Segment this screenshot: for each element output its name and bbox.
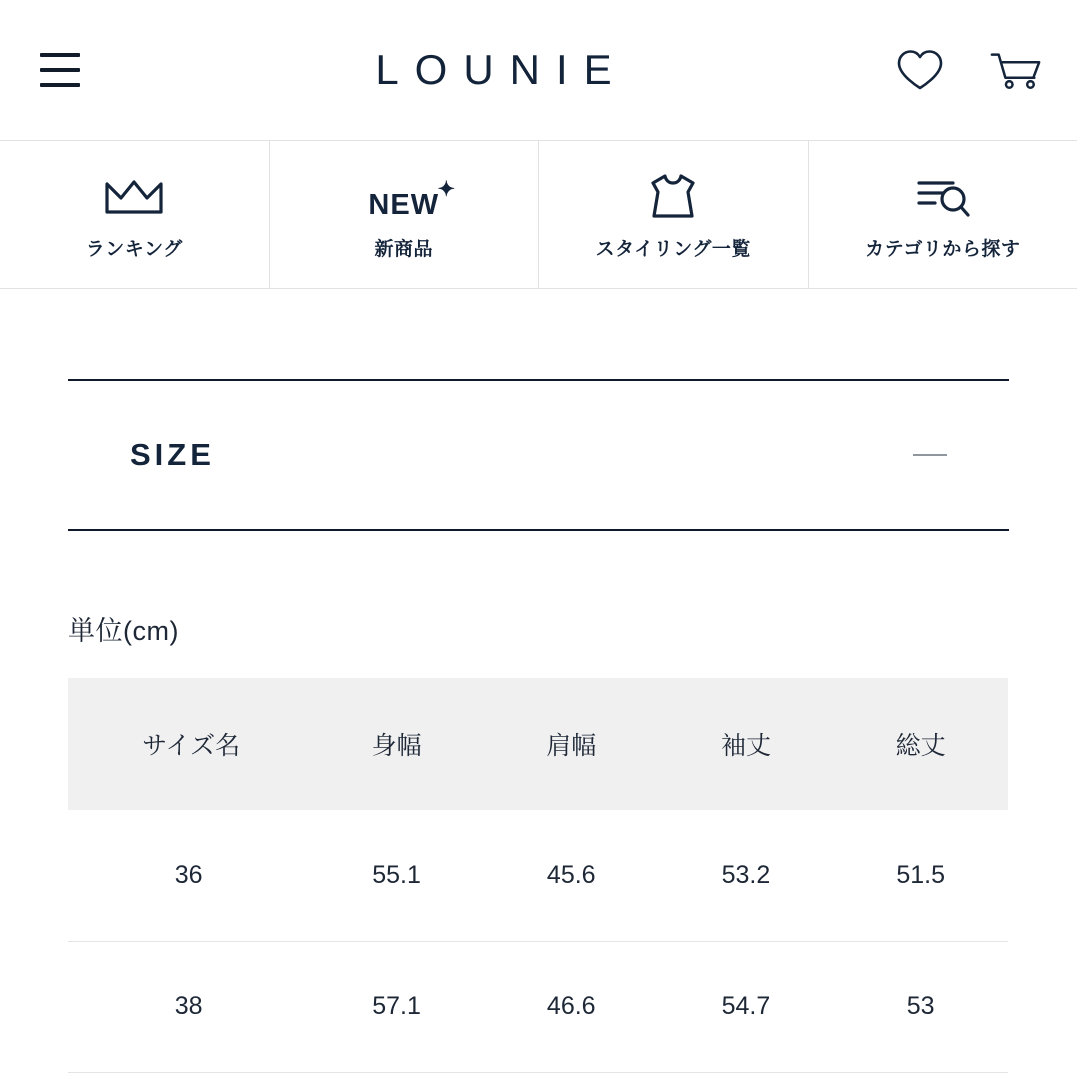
size-content — [0, 379, 1077, 1073]
cell-size: 36 — [68, 810, 309, 941]
hamburger-icon[interactable] — [40, 53, 80, 87]
unit-note: 単位(cm) — [68, 616, 179, 646]
sidebar-item-ranking[interactable] — [0, 141, 270, 288]
cart-icon[interactable] — [989, 43, 1043, 97]
cell-bust: 55.1 — [309, 810, 484, 941]
table-row — [68, 941, 1008, 1072]
quick-nav — [0, 141, 1077, 289]
dress-icon — [645, 174, 701, 220]
page-title: SIZE — [130, 437, 215, 472]
table-header-row — [68, 678, 1008, 810]
heart-icon[interactable] — [893, 43, 947, 97]
column-header-sleeve: 袖丈 — [659, 678, 834, 810]
cell-shoulder: 46.6 — [484, 941, 659, 1072]
hamburger-bar — [40, 83, 80, 87]
cell-length: 53 — [833, 941, 1008, 1072]
crown-icon — [103, 174, 165, 220]
brand-logo[interactable]: LOUNIE — [375, 46, 628, 93]
sidebar-item-label: 新商品 — [374, 239, 433, 260]
hamburger-bar — [40, 68, 80, 72]
cell-shoulder: 45.6 — [484, 810, 659, 941]
size-table — [68, 678, 1008, 1073]
sparkle-icon: ✦ — [437, 178, 457, 201]
sidebar-item-label: ランキング — [85, 239, 183, 260]
collapse-icon[interactable] — [913, 454, 947, 456]
column-header-bust: 身幅 — [309, 678, 484, 810]
cell-length: 51.5 — [833, 810, 1008, 941]
sidebar-item-new[interactable] — [270, 141, 540, 288]
sidebar-item-label: カテゴリから探す — [865, 239, 1021, 260]
site-header — [0, 0, 1077, 141]
new-text-icon — [368, 174, 457, 221]
sidebar-item-styling[interactable] — [539, 141, 809, 288]
table-row — [68, 810, 1008, 941]
column-header-shoulder: 肩幅 — [484, 678, 659, 810]
search-list-icon — [913, 174, 973, 220]
size-accordion-header[interactable] — [68, 379, 1009, 531]
cell-size: 38 — [68, 941, 309, 1072]
cell-sleeve: 53.2 — [659, 810, 834, 941]
column-header-size: サイズ名 — [68, 678, 309, 810]
hamburger-bar — [40, 53, 80, 57]
sidebar-item-category[interactable] — [809, 141, 1077, 288]
column-header-length: 総丈 — [833, 678, 1008, 810]
cell-bust: 57.1 — [309, 941, 484, 1072]
header-icon-group — [893, 43, 1043, 97]
cell-sleeve: 54.7 — [659, 941, 834, 1072]
sidebar-item-label: スタイリング一覧 — [595, 239, 751, 260]
new-text-label: NEW — [368, 189, 440, 221]
